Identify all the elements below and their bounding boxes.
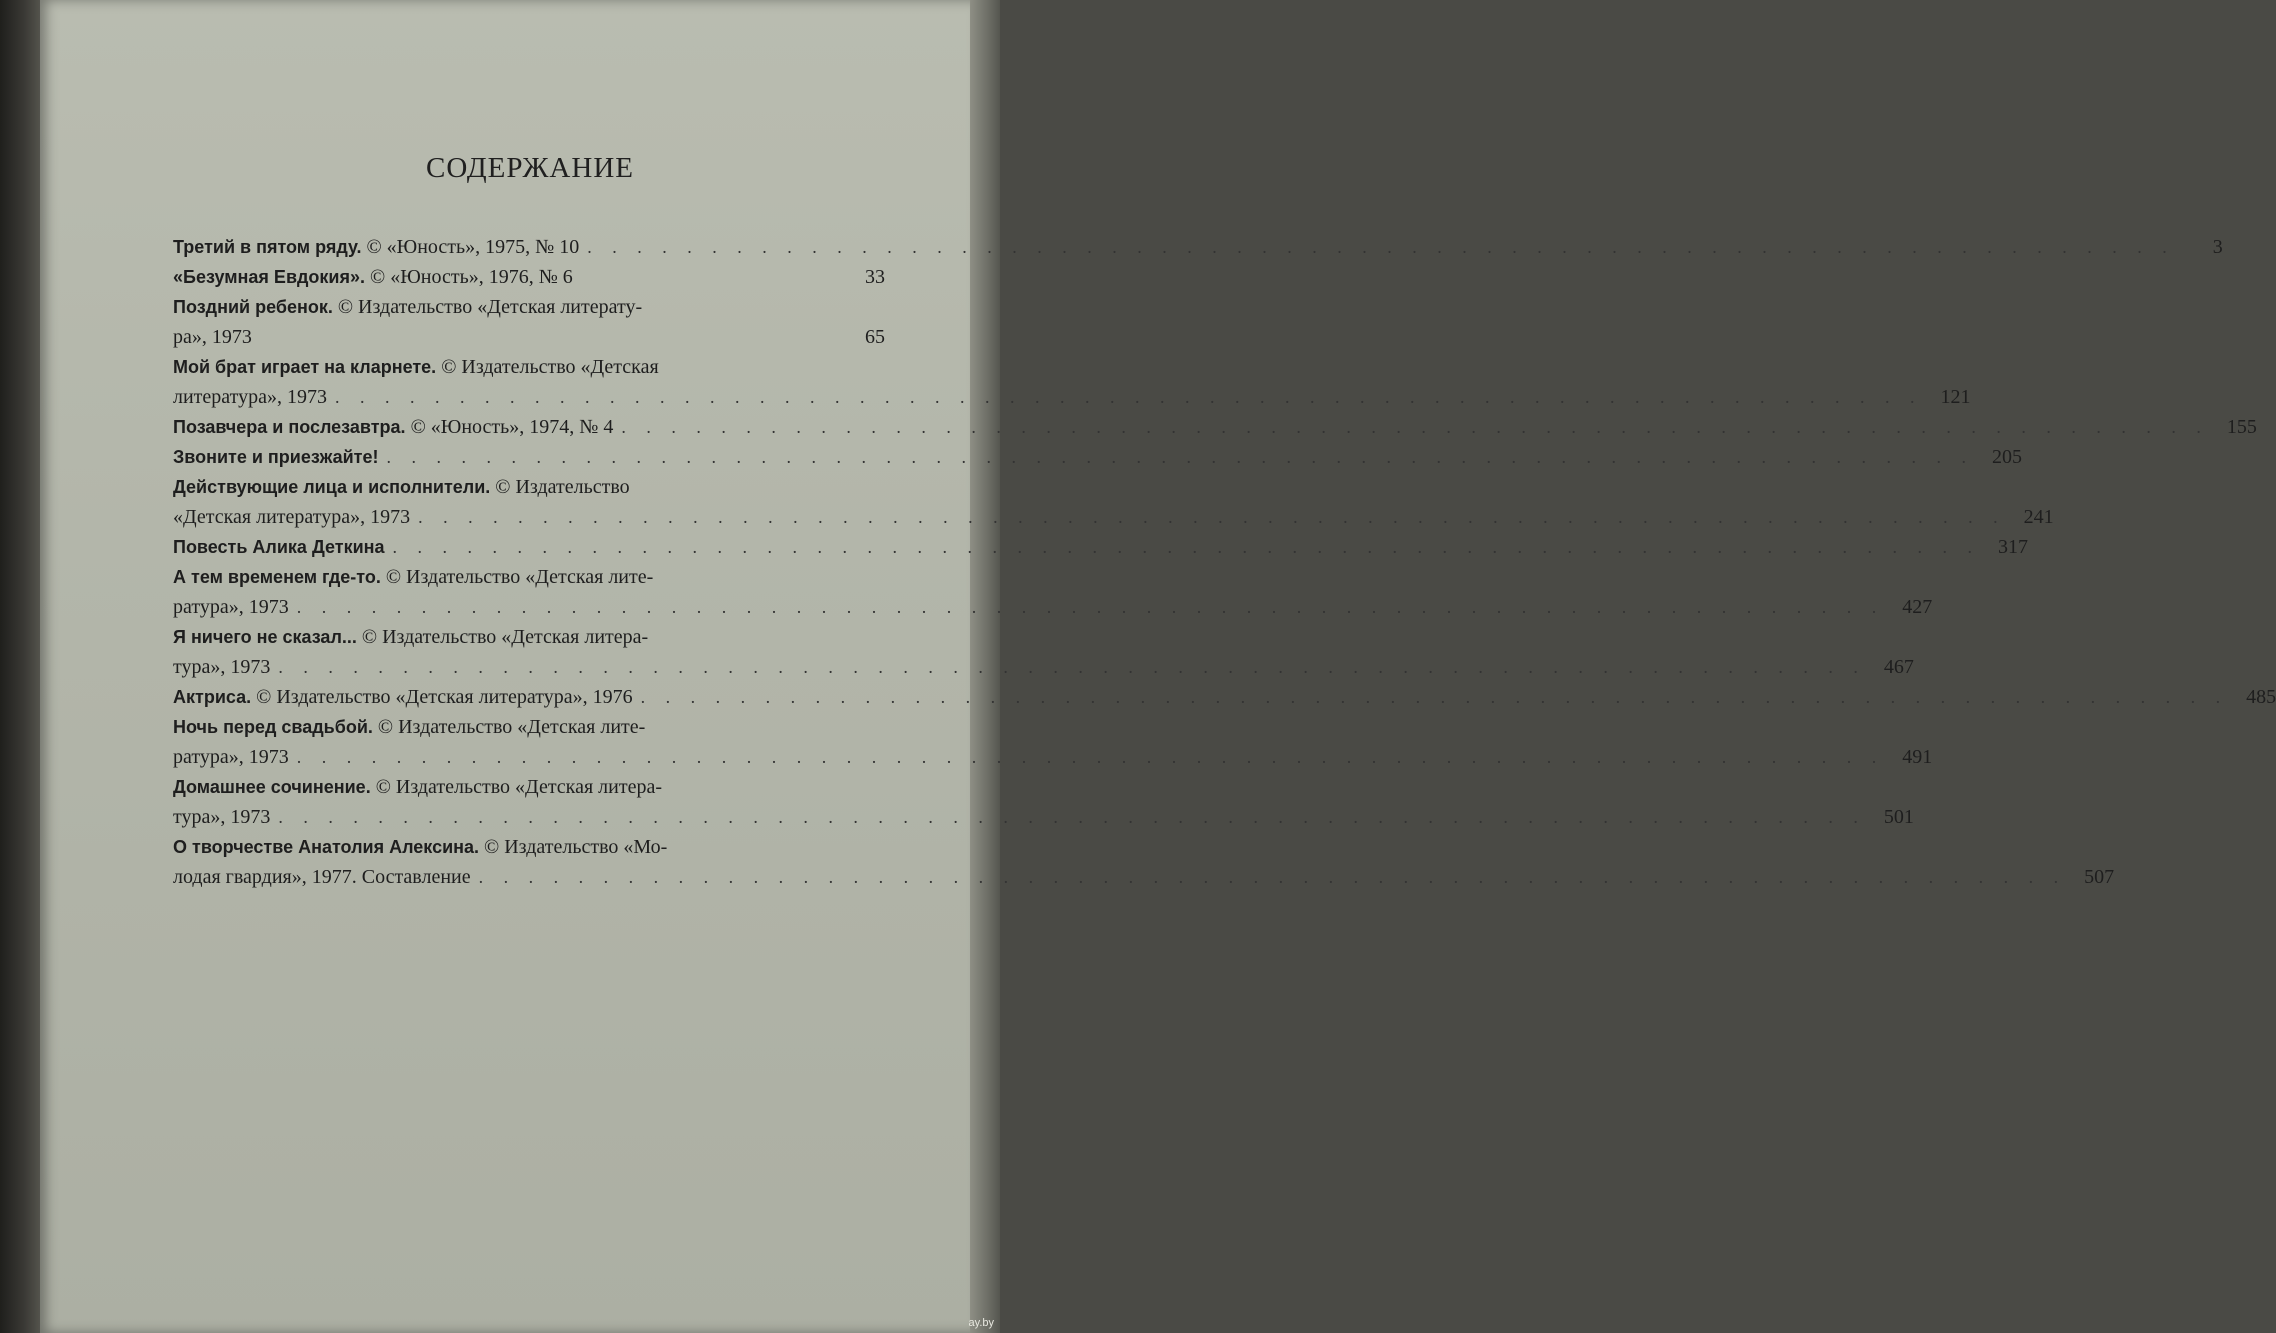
toc-entry (173, 682, 2276, 712)
dot-leader (641, 682, 2229, 712)
dot-leader (297, 742, 1885, 772)
dot-leader (479, 862, 2067, 892)
dot-leader (587, 232, 2175, 262)
entry-title: Актриса. (173, 687, 252, 707)
entry-source: © Издательство «Детская (436, 356, 659, 378)
toc-entry (173, 412, 2257, 442)
entry-source: © Издательство «Детская литера- (370, 776, 663, 798)
entry-source: © Издательство «Детская литература», 1976 (251, 686, 633, 708)
toc-entry (173, 772, 1914, 832)
entry-title: А тем временем где-то. (173, 567, 381, 587)
entry-title: Повесть Алика Деткина (173, 537, 385, 557)
dot-leader (386, 442, 1974, 472)
entry-source: © «Юность», 1975, № 10 (361, 236, 580, 258)
entry-page: 65 (865, 326, 885, 348)
toc-entry (173, 442, 2022, 472)
entry-title: Домашнее сочинение. (173, 777, 371, 797)
book-spine (0, 0, 44, 1333)
entry-title: О творчестве Анатолия Алексина. (173, 837, 480, 857)
entry-title: Звоните и приезжайте! (173, 447, 379, 467)
entry-source: © Издательство «Детская литера- (356, 626, 649, 648)
toc-entry (173, 832, 2115, 892)
toc-entry (173, 532, 2029, 562)
entry-title: Ночь перед свадьбой. (173, 717, 373, 737)
entry-page: 501 (1883, 806, 1914, 828)
entry-source-continued: «Детская литература», 1973 (173, 506, 411, 528)
entry-source: © Издательство «Детская лите- (372, 716, 646, 738)
entry-page: 491 (1902, 746, 1933, 768)
entry-source: © Издательство «Мо- (479, 836, 668, 858)
entry-title: Я ничего не сказал... (173, 627, 357, 647)
entry-source-continued: ратура», 1973 (173, 746, 289, 768)
entry-page: 121 (1940, 386, 1971, 408)
toc-entry (173, 262, 885, 292)
entry-page: 205 (1991, 446, 2022, 468)
entry-page: 317 (1998, 536, 2029, 558)
dot-leader (297, 592, 1885, 622)
toc-entry (173, 232, 2223, 262)
entry-page: 33 (865, 266, 885, 288)
entry-source: © Издательство «Детская лите- (380, 566, 654, 588)
entry-page: 3 (2212, 236, 2223, 258)
toc-entry (173, 712, 1933, 772)
page-title: СОДЕРЖАНИЕ (426, 152, 634, 184)
toc-entry (173, 622, 1914, 682)
entry-title: Позавчера и послезавтра. (173, 417, 406, 437)
entry-title: «Безумная Евдокия». (173, 267, 366, 287)
entry-source: © Издательство «Детская литерату- (332, 296, 643, 318)
table-of-contents (173, 232, 2276, 892)
entry-page: 485 (2246, 686, 2276, 708)
entry-title: Третий в пятом ряду. (173, 237, 362, 257)
watermark: ay.by (968, 1317, 994, 1329)
entry-page: 467 (1883, 656, 1914, 678)
dot-leader (278, 652, 1866, 682)
toc-entry (173, 292, 885, 352)
entry-title: Действующие лица и исполнители. (173, 477, 491, 497)
entry-source-continued: ратура», 1973 (173, 596, 289, 618)
toc-entry (173, 352, 1971, 412)
dot-leader (278, 802, 1866, 832)
entry-source-continued: тура», 1973 (173, 656, 271, 678)
entry-source: © Издательство (490, 476, 630, 498)
toc-entry (173, 562, 1933, 622)
dot-leader (418, 502, 2006, 532)
entry-source: © «Юность», 1976, № 6 (365, 266, 573, 288)
entry-page: 427 (1902, 596, 1933, 618)
dot-leader (621, 412, 2209, 442)
entry-source-continued: литература», 1973 (173, 386, 328, 408)
entry-page: 507 (2084, 866, 2115, 888)
entry-source-continued: ра», 1973 (173, 326, 252, 348)
toc-entry (173, 472, 2054, 532)
entry-title: Поздний ребенок. (173, 297, 333, 317)
entry-page: 241 (2023, 506, 2054, 528)
entry-source-continued: тура», 1973 (173, 806, 271, 828)
entry-source: © «Юность», 1974, № 4 (405, 416, 614, 438)
entry-page: 155 (2226, 416, 2257, 438)
entry-title: Мой брат играет на кларнете. (173, 357, 437, 377)
dot-leader (393, 532, 1981, 562)
dot-leader (335, 382, 1923, 412)
entry-source-continued: лодая гвардия», 1977. Составление (173, 866, 471, 888)
